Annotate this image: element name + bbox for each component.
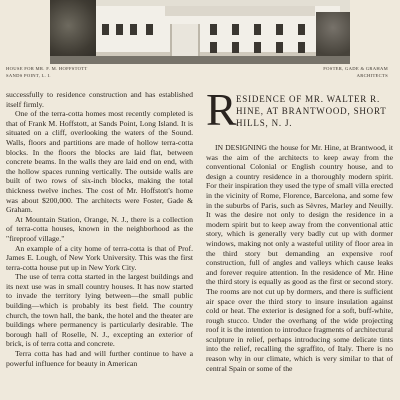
- window: [232, 42, 239, 53]
- drop-cap: R: [206, 84, 237, 135]
- window: [254, 42, 261, 53]
- window: [232, 24, 239, 35]
- window: [298, 24, 305, 35]
- caption-line: SANDS POINT, L. I.: [6, 72, 51, 78]
- paragraph: IN DESIGNING the house for Mr. Hine, at Brantwood, it was the aim of the architects to keep away from the conventional Colonial or English country house, and to design a country residence in a thoroughly modern spirit. For their inspiration they used the type of small villa erected in the vicinity of Rome, Florence, Barcelona, and some few in the suburbs of Paris, such as Sèvres, Marley and Neuilly. It was the desire not only to design the residence in a modern spirit but to keep away from the conventional attic story, which is generally very badly cut up with dormer windows, making not only a wasteful utility of floor area in the third story but demanding an expensive roof construction, full of angles and valleys which cause leaks and forever require attention. In the residence of Mr. Hine the third story is equally as good as the first or second story. The rooms are not cut up by dormers, and there is sufficient air space over the third story to insure insulation against cold or heat. The exterior is designed for a soft, buff-white, rough stucco. Under the overhang of the wide projecting roof it is the intention to introduce fragments of architectural sculpture in relief, perhaps introducing some delicate tints into the relief, recalling the sgraffito, of Italy. There is no reason why in our climate, which is very similar to that of central Spain or some of the: [206, 143, 393, 373]
- paragraph: At Mountain Station, Orange, N. J., there is a collection of terra-cotta houses, known in the neighborhood as the "fireproof village.": [6, 214, 193, 243]
- window: [276, 42, 283, 53]
- portico: [170, 24, 200, 58]
- window: [276, 24, 283, 35]
- paragraph: One of the terra-cotta homes most recently completed is that of Frank M. Hoffstott, at Sands Point, Long Island. It is situated on a cliff, overlooking the waters of the Sound. Walls, floors and partitions are made of hollow terra-cotta blocks. In the floors the blocks are laid flat, between concrete beams. In the walls they are laid end on end, with the hollow spaces running vertically. The outside walls are built of two rows of six-inch blocks, making the total thickness twelve inches. The cost of Mr. Hoffstott's home was about $200,000. The architects were Foster, Gade & Graham.: [6, 109, 193, 215]
- heading-text: [236, 93, 392, 129]
- paragraph: The use of terra cotta started in the largest buildings and its next use was in small country houses. It has now started to invade the territory lying between—the small public building—which is probably its best field. The country church, the town hall, the bank, the hotel and the theater are buildings where permanency is particularly desirable. The borough hall of Roselle, N. J., excepting an exterior of brick, is of terra cotta and concrete.: [6, 272, 193, 349]
- heading-line: ESIDENCE OF MR. WALTER R.: [236, 94, 381, 104]
- caption-line: ARCHITECTS: [356, 72, 388, 78]
- left-column: [6, 90, 193, 368]
- lawn: [50, 56, 350, 64]
- window: [130, 24, 137, 35]
- window: [102, 24, 109, 35]
- window: [210, 42, 217, 53]
- house-photograph: [50, 0, 350, 64]
- caption-line: HOUSE FOR MR. F. M. HOFFSTOTT: [6, 66, 88, 71]
- paragraph: Terra cotta has had and will further continue to have a powerful influence for beauty in American: [6, 349, 193, 368]
- roof: [165, 6, 315, 16]
- paragraph: successfully to residence construction and has established itself firmly.: [6, 90, 193, 109]
- window: [254, 24, 261, 35]
- window: [298, 42, 305, 53]
- window: [146, 24, 153, 35]
- window: [210, 24, 217, 35]
- heading-line: HINE, AT BRANTWOOD, SHORT: [236, 106, 387, 116]
- paragraph: An example of a city home of terra-cotta is that of Prof. James E. Lough, of New York University. This was the first terra-cotta house put up in New York City.: [6, 243, 193, 272]
- tree: [50, 0, 96, 64]
- right-column: [206, 143, 393, 373]
- window: [116, 24, 123, 35]
- photo-caption-left: [6, 66, 88, 79]
- caption-line: FOSTER, GADE & GRAHAM: [323, 66, 388, 71]
- house-facade: [90, 6, 340, 58]
- heading-line: HILLS, N. J.: [236, 118, 293, 128]
- photo-caption-right: [323, 66, 388, 79]
